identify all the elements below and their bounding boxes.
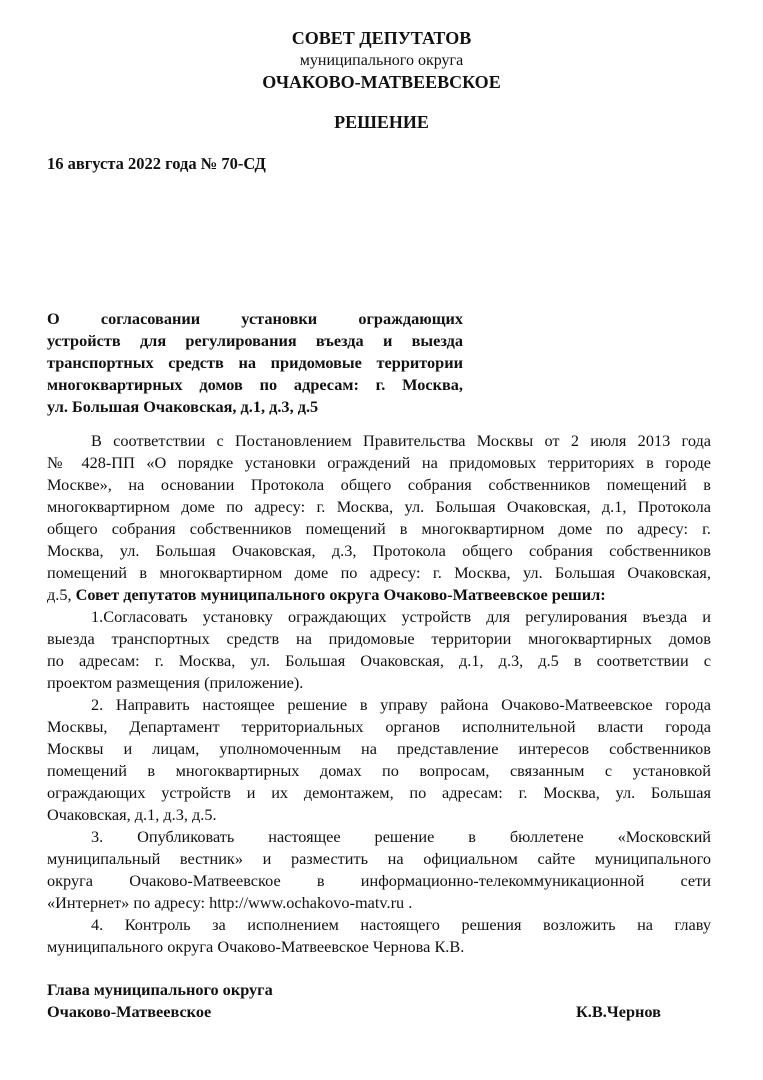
date-number: 16 августа 2022 года № 70-СД (47, 154, 266, 173)
item4-line: муниципального округа Очаково-Матвеевское Чернова К.В. (47, 937, 465, 956)
item1-line: 1.Согласовать установку ограждающих устройств для регулирования въезда и (91, 607, 711, 626)
item2-line: Москвы, Департамент территориальных органов исполнительной власти города (47, 717, 711, 736)
item1-line: проектом размещения (приложение). (47, 673, 304, 692)
subject-line-5: ул. Большая Очаковская, д.1, д.3, д.5 (47, 397, 319, 416)
item3-line: 3. Опубликовать настоящее решение в бюллетене «Московский (91, 827, 711, 846)
document-type: РЕШЕНИЕ (334, 112, 429, 132)
preamble-line: помещений в многоквартирном доме по адресу: г. Москва, ул. Большая Очаковская, (47, 563, 711, 582)
signatory-name: К.В.Чернов (576, 1002, 661, 1021)
signatory-title-line2: Очаково-Матвеевское (47, 1002, 212, 1021)
district-name: ОЧАКОВО-МАТВЕЕВСКОЕ (262, 72, 501, 92)
item1-line: по адресам: г. Москва, ул. Большая Очаковская, д.1, д.3, д.5 в соответствии с (47, 651, 711, 670)
item2-line: ограждающих устройств и их демонтажем, по адресам: г. Москва, ул. Большая (47, 783, 711, 802)
preamble-line: В соответствии с Постановлением Правительства Москвы от 2 июля 2013 года (91, 431, 711, 450)
subject-line-3: транспортных средств на придомовые территории (47, 353, 463, 372)
council-decided: Совет депутатов муниципального округа Очаково-Матвеевское решил: (75, 585, 606, 604)
district-type: муниципального округа (299, 52, 464, 69)
preamble-last-line (47, 584, 711, 606)
item3-line: «Интернет» по адресу: http://www.ochakovo-matv.ru . (47, 893, 413, 912)
preamble-line: № 428-ПП «О порядке установки ограждений на придомовых территориях в городе (47, 453, 711, 472)
preamble-last-plain: д.5, (47, 585, 76, 604)
signatory-title-line1: Глава муниципального округа (47, 980, 273, 999)
item2-line: Москвы и лицам, уполномоченным на представление интересов собственников (47, 739, 711, 758)
item1-line: выезда транспортных средств на придомовые территории многоквартирных домов (47, 629, 711, 648)
item4-line: 4. Контроль за исполнением настоящего решения возложить на главу (91, 915, 711, 934)
item3-line: округа Очаково-Матвеевское в информационно-телекоммуникационной сети (47, 871, 711, 890)
item2-line: Очаковская, д.1, д.3, д.5. (47, 805, 217, 824)
preamble-line: многоквартирном доме по адресу: г. Москва, ул. Большая Очаковская, д.1, Протокола (47, 497, 711, 516)
item3-line: муниципальный вестник» и разместить на официальном сайте муниципального (47, 849, 711, 868)
preamble-line: Москва, ул. Большая Очаковская, д.3, Протокола общего собрания собственников (47, 541, 711, 560)
subject-line-4: многоквартирных домов по адресам: г. Москва, (47, 375, 463, 394)
item2-line: 2. Направить настоящее решение в управу района Очаково-Матвеевское города (91, 695, 711, 714)
subject-line-1: О согласовании установки ограждающих (47, 309, 463, 328)
preamble-line: Москве», на основании Протокола общего собрания собственников помещений в (47, 475, 711, 494)
preamble-line: общего собрания собственников помещений в многоквартирном доме по адресу: г. (47, 519, 711, 538)
council-title: СОВЕТ ДЕПУТАТОВ (291, 28, 472, 48)
item2-line: помещений в многоквартирных домах по вопросам, связанным с установкой (47, 761, 711, 780)
subject-line-2: устройств для регулирования въезда и выезда (47, 331, 463, 350)
